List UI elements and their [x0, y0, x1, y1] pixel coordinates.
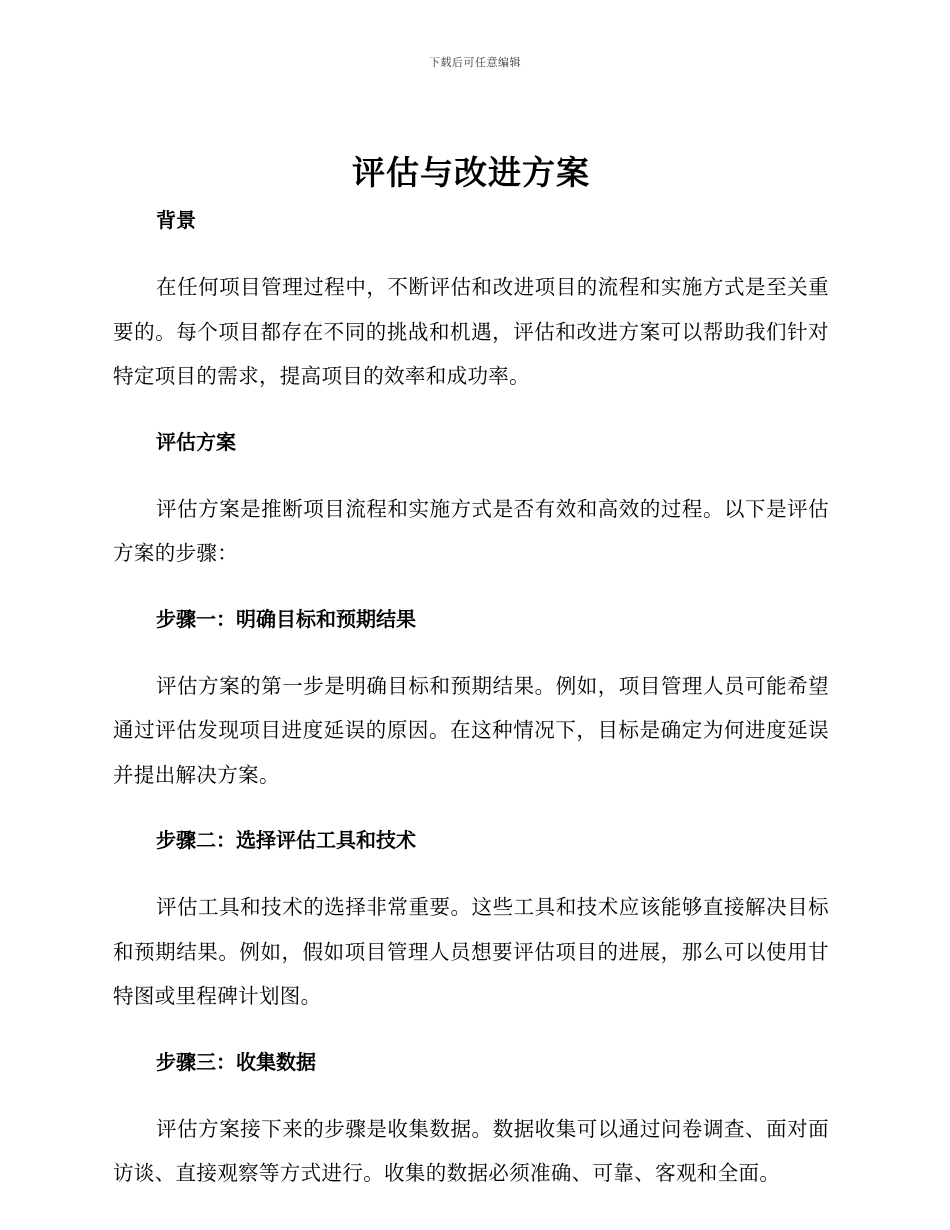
paragraph-step-three: 评估方案接下来的步骤是收集数据。数据收集可以通过问卷调查、面对面访谈、直接观察等方式进行。收集的数据必须准确、可靠、客观和全面。: [113, 1116, 829, 1185]
paragraph-step-one: 评估方案的第一步是明确目标和预期结果。例如，项目管理人员可能希望通过评估发现项目进度延误的原因。在这种情况下，目标是确定为何进度延误并提出解决方案。: [113, 673, 829, 787]
section-heading-background: 背景: [156, 208, 196, 232]
document-body: [113, 148, 829, 1196]
paragraph-evaluation-plan: 评估方案是推断项目流程和实施方式是否有效和高效的过程。以下是评估方案的步骤：: [113, 496, 829, 565]
section-heading-evaluation-plan: 评估方案: [156, 429, 236, 454]
paragraph-background: 在任何项目管理过程中，不断评估和改进项目的流程和实施方式是至关重要的。每个项目都存在不同的挑战和机遇，评估和改进方案可以帮助我们针对特定项目的需求，提高项目的效率和成功率。: [113, 275, 829, 388]
paragraph-step-two: 评估工具和技术的选择非常重要。这些工具和技术应该能够直接解决目标和预期结果。例如，假如项目管理人员想要评估项目的进展，那么可以使用甘特图或里程碑计划图。: [113, 895, 829, 1008]
section-heading-step-three: 步骤三：收集数据: [156, 1049, 316, 1074]
section-heading-step-one: 步骤一：明确目标和预期结果: [156, 606, 416, 631]
running-header: 下载后可任意编辑: [429, 56, 521, 69]
section-heading-step-two: 步骤二：选择评估工具和技术: [156, 828, 416, 852]
document-title: 评估与改进方案: [352, 153, 590, 192]
